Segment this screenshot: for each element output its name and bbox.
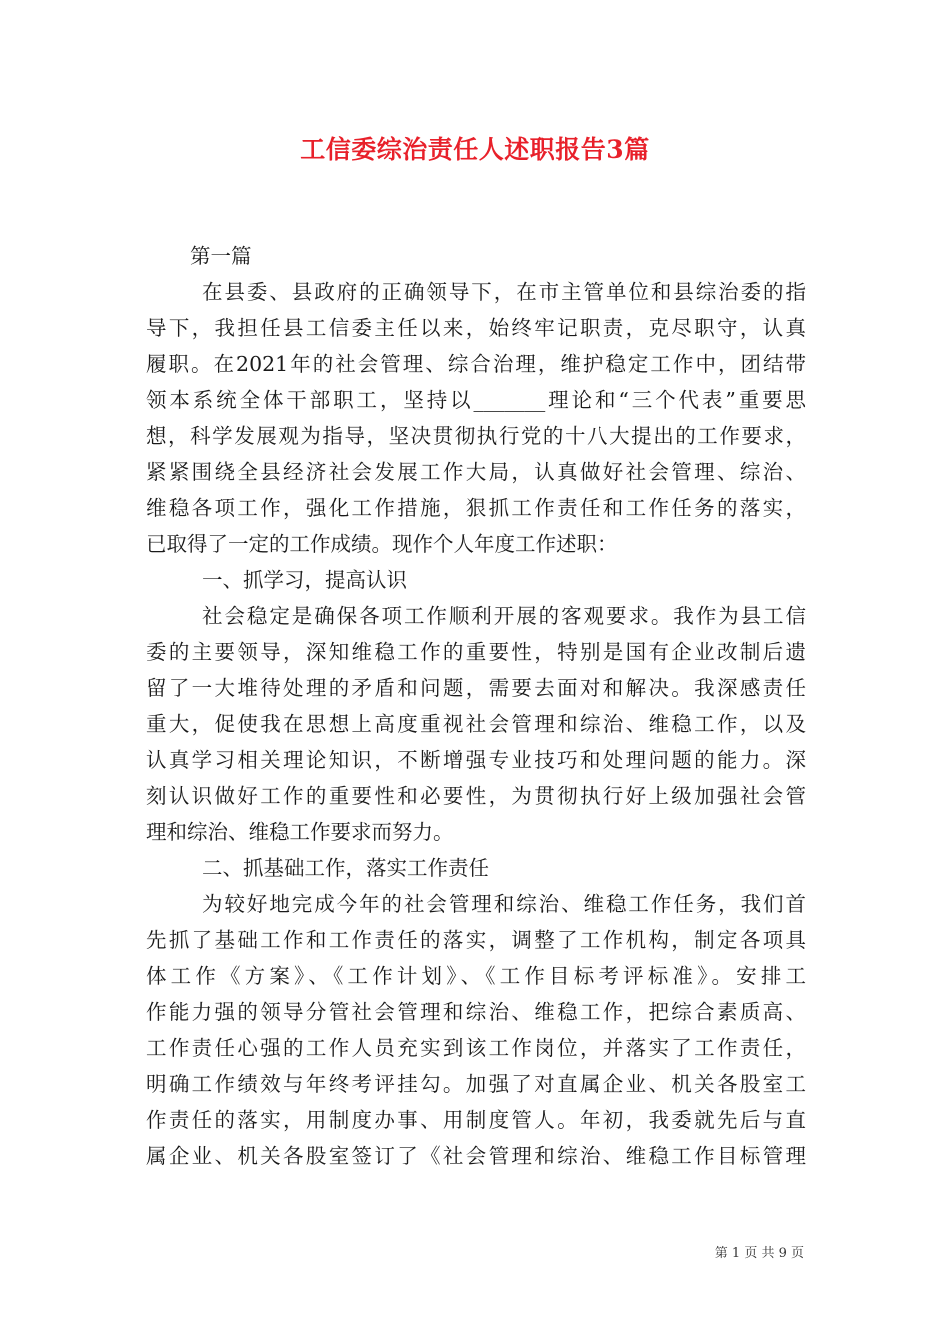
section-heading: 二、抓基础工作，落实工作责任 <box>202 856 489 880</box>
section-label: 第一篇 <box>190 244 252 268</box>
text-line: 工作责任心强的工作人员充实到该工作岗位，并落实了工作责任， <box>146 1036 806 1060</box>
text-line: 体工作《方案》、《工作计划》、《工作目标考评标准》。安排工 <box>146 964 806 988</box>
text-line: 委的主要领导，深知维稳工作的重要性，特别是国有企业改制后遗 <box>146 640 806 664</box>
document-body <box>146 238 806 1174</box>
text-line: 导下，我担任县工信委主任以来，始终牢记职责，克尽职守，认真 <box>146 316 806 340</box>
section-heading: 一、抓学习，提高认识 <box>202 568 407 592</box>
text-line: 留了一大堆待处理的矛盾和问题，需要去面对和解决。我深感责任 <box>146 676 806 700</box>
text-line: 理和综治、维稳工作要求而努力。 <box>146 820 454 844</box>
text-line: 认真学习相关理论知识，不断增强专业技巧和处理问题的能力。深 <box>146 748 806 772</box>
text-line: 属企业、机关各股室签订了《社会管理和综治、维稳工作目标管理 <box>146 1144 806 1168</box>
text-line: 紧紧围绕全县经济社会发展工作大局，认真做好社会管理、综治、 <box>146 460 806 484</box>
text-line: 为较好地完成今年的社会管理和综治、维稳工作任务，我们首 <box>202 892 806 916</box>
document-title: 工信委综治责任人述职报告3篇 <box>300 135 650 164</box>
paragraph-lines <box>146 274 806 1174</box>
text-line: 履职。在2021年的社会管理、综合治理，维护稳定工作中，团结带 <box>146 352 806 376</box>
text-line: 重大，促使我在思想上高度重视社会管理和综治、维稳工作，以及 <box>146 712 806 736</box>
text-line: 想，科学发展观为指导，坚决贯彻执行党的十八大提出的工作要求， <box>146 424 806 448</box>
text-line: 维稳各项工作，强化工作措施，狠抓工作责任和工作任务的落实， <box>146 496 806 520</box>
text-line: 领本系统全体干部职工，坚持以_______理论和“三个代表”重要思 <box>146 388 806 412</box>
text-line: 明确工作绩效与年终考评挂勾。加强了对直属企业、机关各股室工 <box>146 1072 806 1096</box>
text-line: 刻认识做好工作的重要性和必要性，为贯彻执行好上级加强社会管 <box>146 784 806 808</box>
text-line: 先抓了基础工作和工作责任的落实，调整了工作机构，制定各项具 <box>146 928 806 952</box>
text-line: 在县委、县政府的正确领导下，在市主管单位和县综治委的指 <box>202 280 806 304</box>
text-line: 作能力强的领导分管社会管理和综治、维稳工作，把综合素质高、 <box>146 1000 806 1024</box>
text-line: 已取得了一定的工作成绩。现作个人年度工作述职： <box>146 532 618 556</box>
text-line: 社会稳定是确保各项工作顺利开展的客观要求。我作为县工信 <box>202 604 806 628</box>
page-number-footer: 第 1 页 共 9 页 <box>714 1246 804 1261</box>
text-line: 作责任的落实，用制度办事、用制度管人。年初，我委就先后与直 <box>146 1108 806 1132</box>
